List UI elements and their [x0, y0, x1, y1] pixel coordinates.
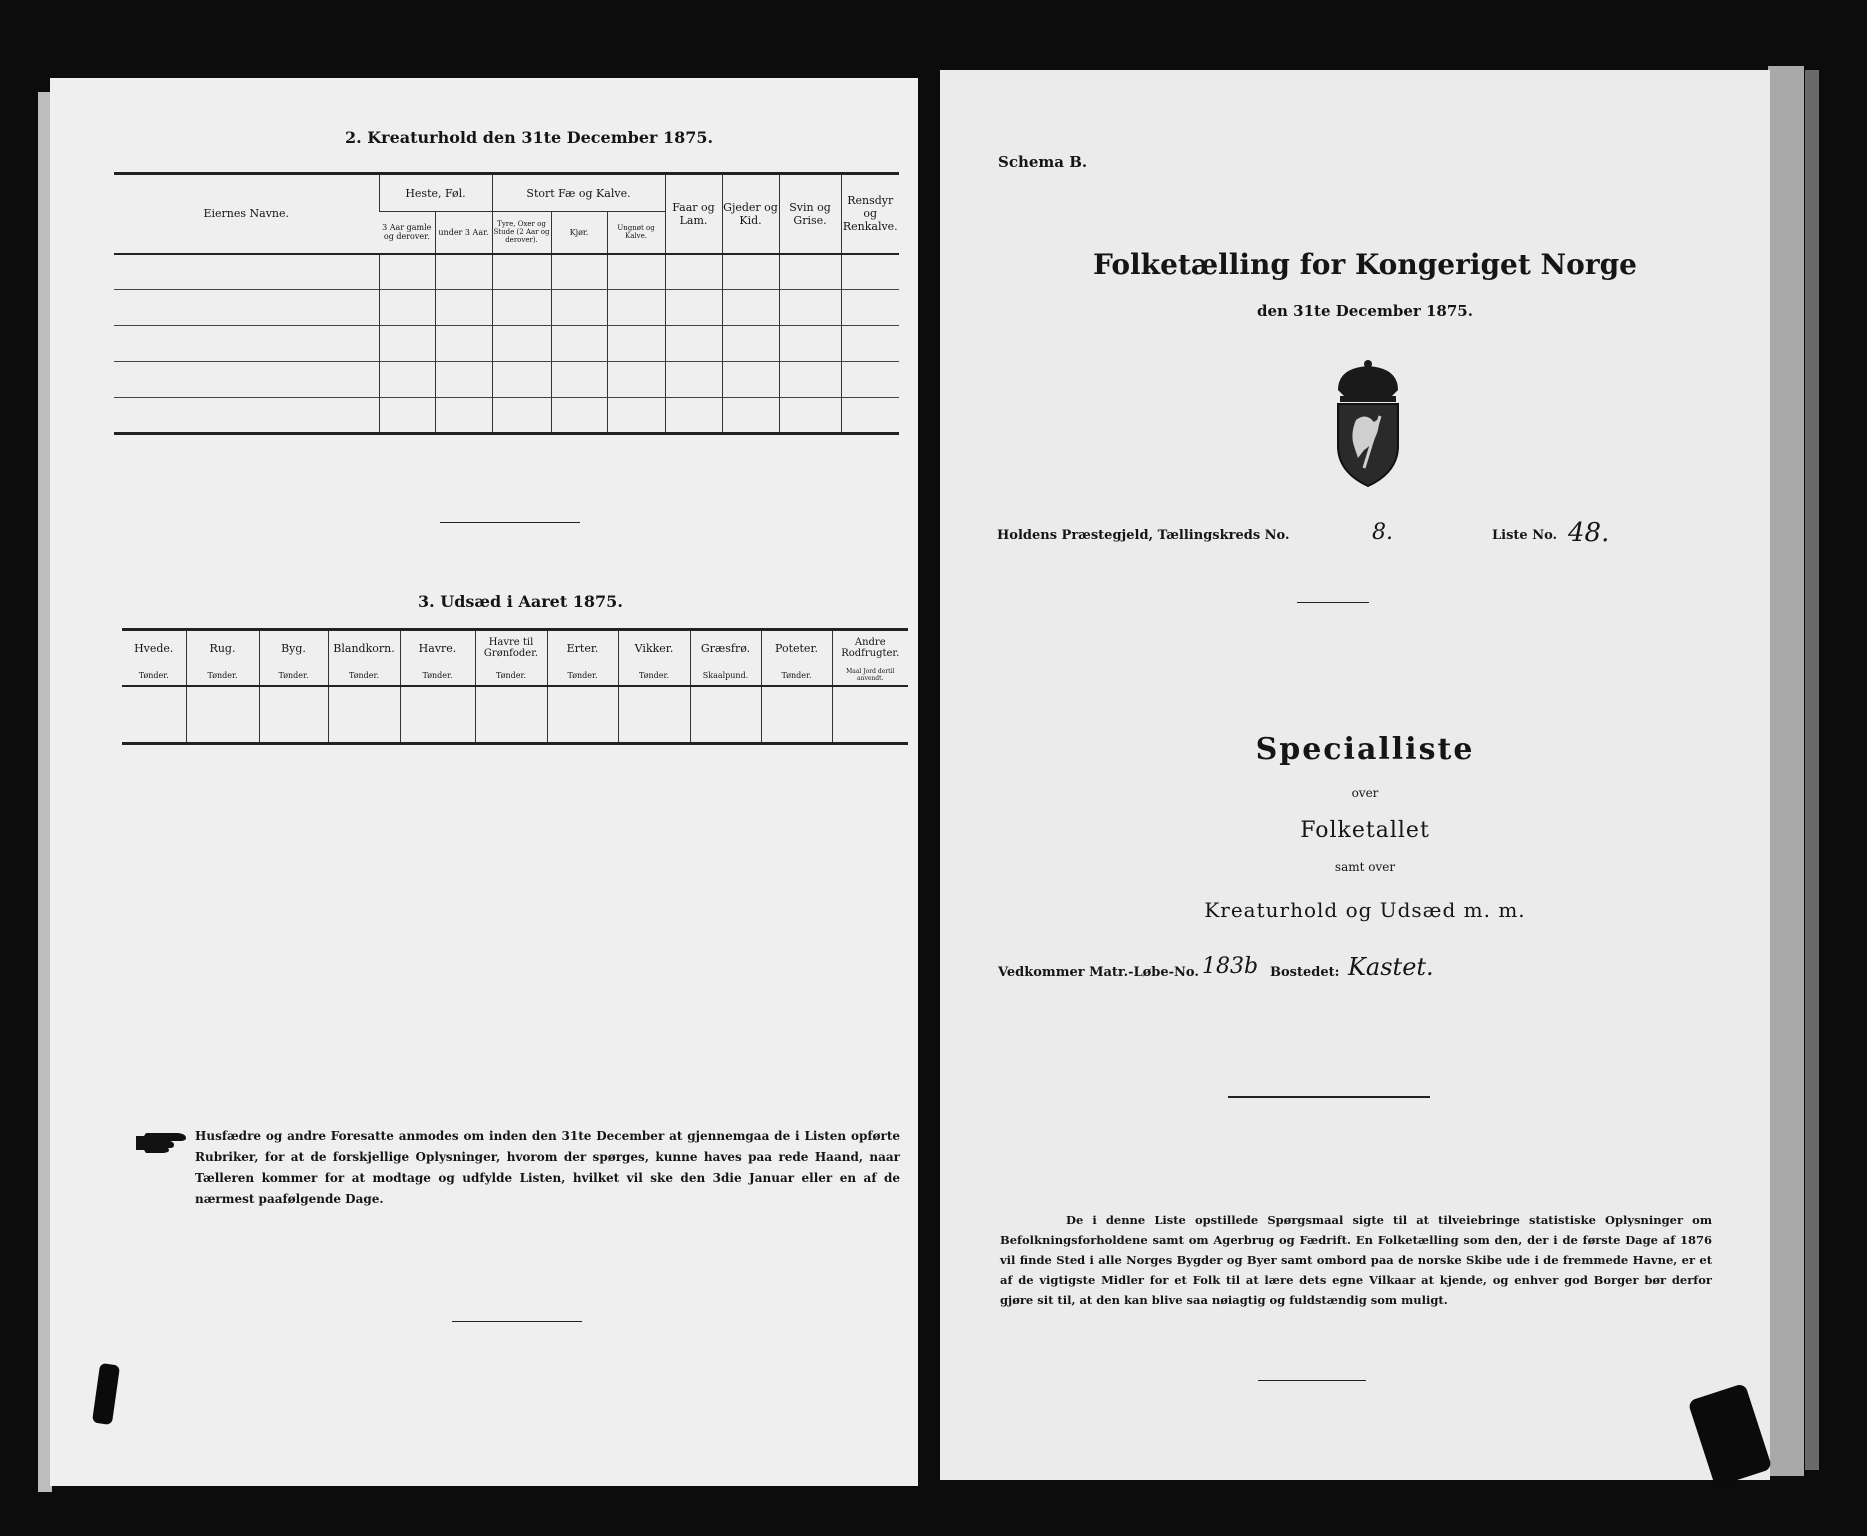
kreaturhold-text: Kreaturhold og Udsæd m. m.	[1204, 898, 1526, 922]
sowing-table	[122, 628, 908, 745]
crop-byg: Byg.	[259, 630, 328, 666]
section-3-title: 3. Udsæd i Aaret 1875.	[418, 592, 623, 611]
unit-label: Tønder.	[547, 666, 618, 686]
document-title: Folketælling for Kongeriget Norge	[1093, 248, 1637, 281]
separator-rule	[1297, 602, 1369, 603]
livestock-table	[114, 172, 899, 435]
census-date: den 31te December 1875.	[1257, 302, 1473, 320]
instructions-notice: Husfædre og andre Foresatte anmodes om inden den 31te December at gjennemgaa de i Listen opførte Rubriker, for at de forskjellige Oplysninger, hvorom der spørges, kunne haves paa rede Haand, naar Tælleren kommer for at modtage og udfylde Listen, hvilket vil ske den 3die Januar eller en af de nærmest paafølgende Dage.	[195, 1129, 900, 1206]
crop-vikker: Vikker.	[618, 630, 690, 666]
bulls-header: Tyre, Oxer og Stude (2 Aar og derover).	[492, 212, 551, 254]
section-2-title: 2. Kreaturhold den 31te December 1875.	[345, 128, 714, 147]
separator-rule	[1258, 1380, 1366, 1381]
matr-number: 183b	[1202, 954, 1259, 979]
unit-label: Tønder.	[186, 666, 259, 686]
crop-poteter: Poteter.	[761, 630, 832, 666]
list-number: 48.	[1568, 518, 1610, 548]
right-page	[940, 70, 1770, 1480]
crop-hvede: Hvede.	[134, 641, 174, 655]
folketallet-text: Folketallet	[1300, 818, 1430, 843]
calves-header: Ungnøt og Kalve.	[607, 212, 665, 254]
crop-erter: Erter.	[547, 630, 618, 666]
unit-label: Skaalpund.	[690, 666, 761, 686]
pigs-header: Svin og Grise.	[779, 174, 841, 254]
unit-label: Tønder.	[400, 666, 475, 686]
specialliste-heading: Specialliste	[1255, 732, 1475, 767]
list-number-label: Liste No.	[1492, 528, 1558, 543]
samt-over-text: samt over	[1334, 860, 1396, 874]
table-row	[114, 398, 899, 434]
pointing-hand-icon	[134, 1130, 190, 1160]
unit-label: Tønder.	[328, 666, 400, 686]
bosted-value: Kastet.	[1348, 953, 1434, 981]
table-row	[122, 686, 908, 744]
owner-name-header: Eiernes Navne.	[203, 207, 290, 221]
table-row	[114, 254, 899, 290]
unit-label: Tønder.	[138, 670, 169, 680]
crop-havre-gronfoder: Havre til Grønfoder.	[475, 630, 547, 666]
right-page-stack-2	[1805, 70, 1819, 1470]
right-page-stack	[1768, 66, 1804, 1476]
over-text: over	[1351, 786, 1379, 800]
unit-label: Maal Jord dertil anvendt.	[832, 666, 908, 686]
bosted-label: Bostedet:	[1270, 965, 1340, 980]
intro-paragraph: De i denne Liste opstillede Spørgsmaal sigte til at tilveiebringe statistiske Oplysninger om Befolkningsforholdene samt om Agerbrug og Fædrift. En Folketælling som den, der i de første Dage af 1876 vil finde Sted i alle Norges Bygder og Byer samt ombord paa de norske Skibe ude i de fremmede Havne, er et af de vigtigste Midler for et Folk til at lære dets egne Vilkaar at kjende, og enhver god Borger bør derfor gjøre sit til, at den kan blive saa nøiagtig og fuldstændig som muligt.	[1000, 1213, 1712, 1307]
table-row	[114, 362, 899, 398]
table-row	[114, 290, 899, 326]
crop-rug: Rug.	[186, 630, 259, 666]
separator-rule	[452, 1321, 582, 1322]
unit-label: Tønder.	[259, 666, 328, 686]
crop-andre-rodfrugter: Andre Rodfrugter.	[832, 630, 908, 666]
separator-rule	[440, 522, 580, 523]
left-page	[50, 78, 918, 1486]
crop-blandkorn: Blandkorn.	[328, 630, 400, 666]
reindeer-header: Rensdyr og Renkalve.	[841, 174, 899, 254]
district-number: 8.	[1372, 520, 1393, 545]
separator-rule	[1228, 1096, 1430, 1098]
goats-header: Gjeder og Kid.	[722, 174, 779, 254]
cattle-header: Stort Fæ og Kalve.	[492, 174, 665, 212]
cows-header: Kjør.	[551, 212, 607, 254]
crop-havre: Havre.	[400, 630, 475, 666]
crop-graesfro: Græsfrø.	[690, 630, 761, 666]
matr-label: Vedkommer Matr.-Løbe-No.	[998, 965, 1199, 980]
parish-label: Holdens Præstegjeld, Tællingskreds No.	[997, 528, 1290, 543]
table-row	[114, 326, 899, 362]
horses-old-header: 3 Aar gamle og derover.	[382, 223, 432, 242]
unit-label: Tønder.	[618, 666, 690, 686]
horses-young-header: under 3 Aar.	[435, 212, 492, 254]
sheep-header: Faar og Lam.	[665, 174, 722, 254]
unit-label: Tønder.	[475, 666, 547, 686]
schema-label: Schema B.	[998, 153, 1088, 171]
norway-coat-of-arms	[1308, 360, 1428, 490]
horses-header: Heste, Føl.	[379, 174, 492, 212]
unit-label: Tønder.	[761, 666, 832, 686]
